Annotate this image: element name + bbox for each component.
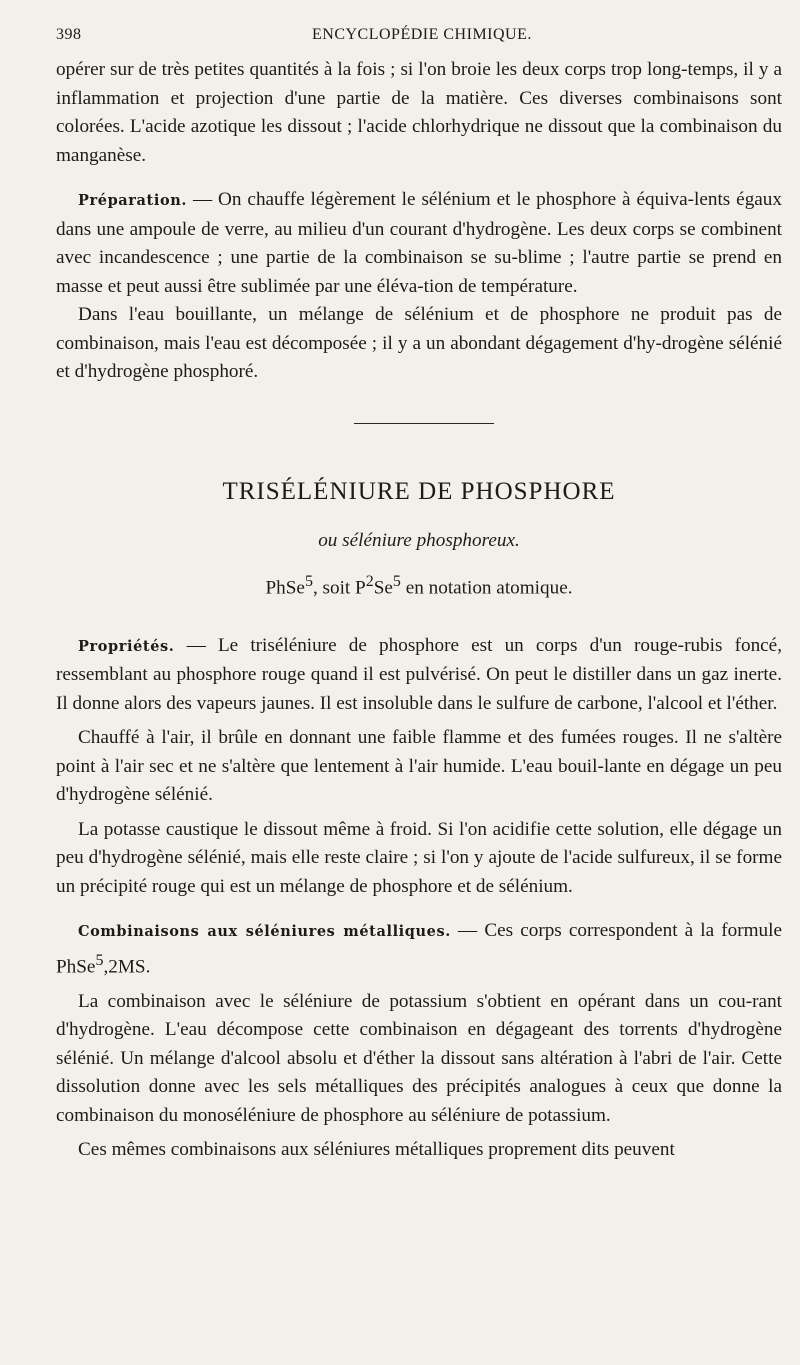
formula-part: PhSe — [265, 576, 305, 598]
section-divider — [354, 423, 494, 424]
combinations-paragraph — [56, 917, 782, 981]
running-title: ENCYCLOPÉDIE CHIMIQUE. — [312, 26, 532, 43]
combinations-text-end: ,2MS. — [103, 956, 151, 978]
combinations-paragraph-2: La combinaison avec le séléniure de potassium s'obtient en opérant dans un cou-rant d'hydrogène. L'eau décompose cette combinaison en dégageant des torrents d'hydrogène sélénié. Un mélange d'alcool absolu et d'éther la dissout sans altération à l'abri de l'air. Cette dissolution donne avec les sels métalliques des précipités analogues à ceux que donne la combinaison du monoséléniure de phosphore au séléniure de potassium. — [56, 990, 782, 1126]
combinations-sup: 5 — [95, 951, 104, 969]
formula-part: en notation atomique. — [400, 576, 573, 598]
running-head — [56, 26, 782, 56]
properties-text: — Le triséléniure de phosphore est un corps d'un rouge-rubis foncé, ressemblant au phosphore rouge quand il est pulvérisé. On peut le distiller dans un gaz inerte. Il donne alors des vapeurs jaunes. Il est insoluble dans le sulfure de carbone, l'alcool et l'éther. — [56, 634, 782, 714]
combinations-paragraph-3: Ces mêmes combinaisons aux séléniures métalliques proprement dits peuvent — [78, 1139, 675, 1161]
combinations-heading: Combinaisons aux séléniures métalliques. — [78, 923, 451, 941]
section-title: TRISÉLÉNIURE DE PHOSPHORE — [222, 477, 616, 505]
formula-sup: 2 — [365, 572, 374, 590]
page-number: 398 — [56, 26, 82, 43]
properties-paragraph — [56, 632, 782, 719]
preparation-paragraph — [56, 186, 782, 301]
formula-sup: 5 — [304, 572, 313, 590]
formula-part: Se — [373, 576, 393, 598]
section-formula — [56, 568, 782, 602]
properties-paragraph-3: La potasse caustique le dissout même à froid. Si l'on acidifie cette solution, elle dégage un peu d'hydrogène sélénié, mais elle reste claire ; si l'on y ajoute de l'acide sulfureux, il se forme un précipité rouge qui est un mélange de phosphore et de sélénium. — [56, 818, 782, 897]
page — [56, 26, 782, 1165]
section-subtitle: ou séléniure phosphoreux. — [318, 529, 520, 551]
formula-part: , soit P — [312, 576, 366, 598]
properties-heading: Propriétés. — [78, 637, 175, 655]
formula-sup: 5 — [392, 572, 401, 590]
intro-paragraph: opérer sur de très petites quantités à la fois ; si l'on broie les deux corps trop long-temps, il y a inflammation et projection d'une partie de la matière. Ces diverses combinaisons sont colorées. L'acide azotique les dissout ; l'acide chlorhydrique ne dissout que la combinaison du manganèse. — [56, 59, 782, 166]
preparation-heading: Préparation. — [78, 192, 188, 209]
combinations-text: — Ces corps correspondent à la formule PhSe — [56, 920, 782, 978]
preparation-text: — On chauffe légèrement le sélénium et le phosphore à équiva-lents égaux dans une ampoule de verre, au milieu d'un courant d'hydrogène. Les deux corps se combinent avec incandescence ; une partie de la combinaison se su-blime ; l'autre partie se prend en masse et peut aussi être sublimée par une éléva-tion de température. — [56, 189, 782, 297]
preparation-paragraph-2: Dans l'eau bouillante, un mélange de sélénium et de phosphore ne produit pas de combinaison, mais l'eau est décomposée ; il y a un abondant dégagement d'hy-drogène sélénié et d'hydrogène phosphoré. — [56, 304, 782, 382]
properties-paragraph-2: Chauffé à l'air, il brûle en donnant une faible flamme et des fumées rouges. Il ne s'altère point à l'air sec et ne s'altère que lentement à l'air humide. L'eau bouil-lante en dégage un peu d'hydrogène sélénié. — [56, 727, 782, 806]
